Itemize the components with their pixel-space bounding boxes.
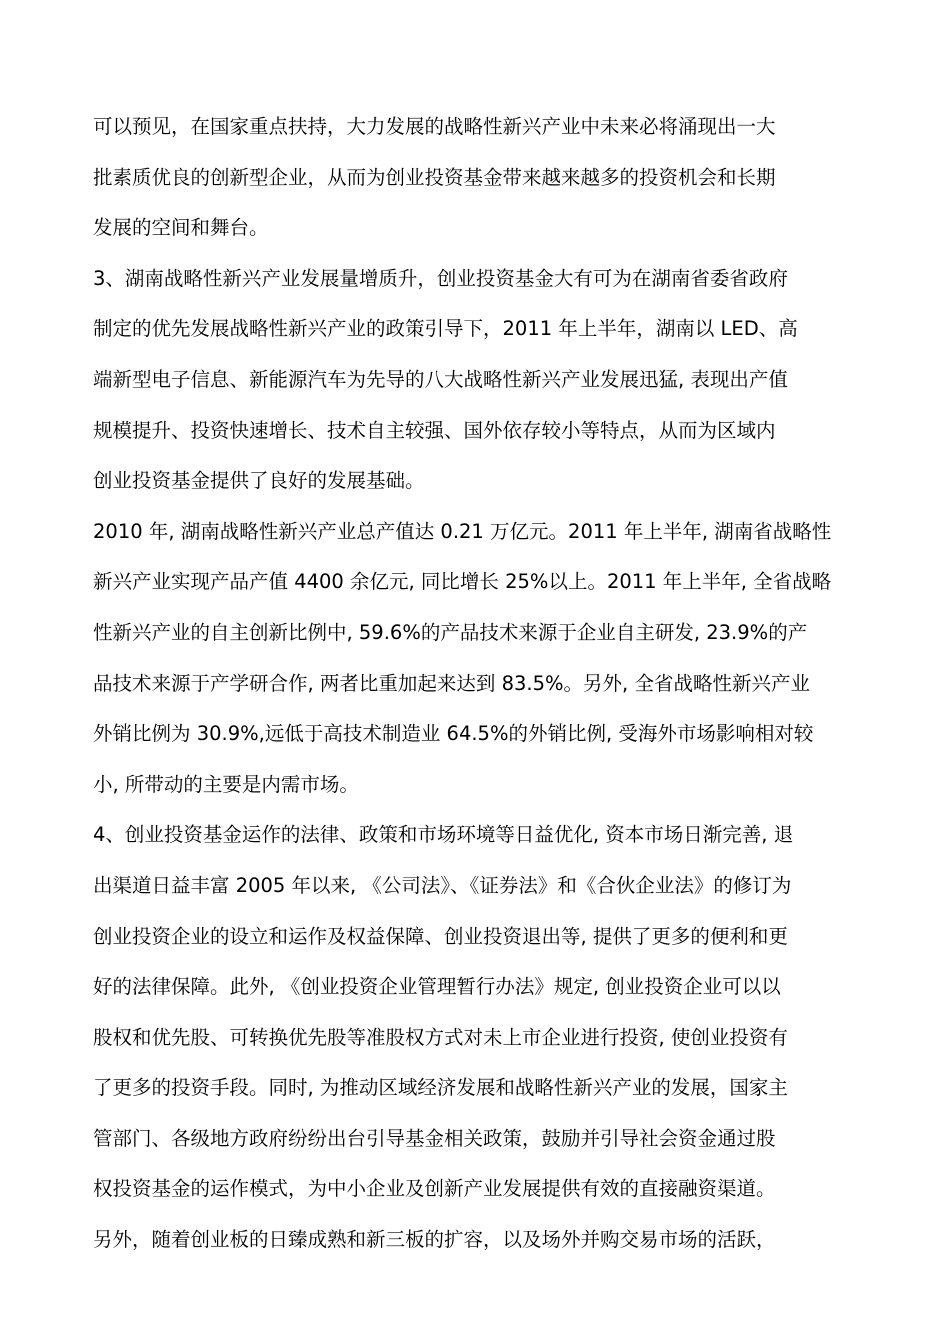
text-line: 批素质优良的创新型企业，从而为创业投资基金带来越来越多的投资机会和长期 xyxy=(93,165,776,189)
text-line: 外销比例为 30.9%,远低于高技术制造业 64.5%的外销比例, 受海外市场影响相对较 xyxy=(93,722,814,746)
text-line: 2010 年, 湖南战略性新兴产业总产值达 0.21 万亿元。2011 年上半年, 湖南省战略性 xyxy=(93,519,832,543)
document-body xyxy=(93,102,863,1266)
text-line: 端新型电子信息、新能源汽车为先导的八大战略性新兴产业发展迅猛, 表现出产值 xyxy=(93,367,788,391)
text-line: 4、创业投资基金运作的法律、政策和市场环境等日益优化, 资本市场日渐完善, 退 xyxy=(93,823,794,847)
text-line: 创业投资企业的设立和运作及权益保障、创业投资退出等, 提供了更多的便利和更 xyxy=(93,924,788,948)
text-line: 出渠道日益丰富 2005 年以来, 《公司法》、《证券法》和《合伙企业法》的修订为 xyxy=(93,873,792,897)
text-line: 创业投资基金提供了良好的发展基础。 xyxy=(93,469,425,493)
text-line: 了更多的投资手段。同时, 为推动区域经济发展和战略性新兴产业的发展，国家主 xyxy=(93,1076,788,1100)
text-line: 新兴产业实现产品产值 4400 余亿元, 同比增长 25%以上。2011 年上半年, 全省战略 xyxy=(93,570,832,594)
text-line: 品技术来源于产学研合作, 两者比重加起来达到 83.5%。另外, 全省战略性新兴产业 xyxy=(93,671,810,695)
text-line: 另外，随着创业板的日臻成熟和新三板的扩容，以及场外并购交易市场的活跃， xyxy=(93,1228,776,1252)
text-line: 权投资基金的运作模式，为中小企业及创新产业发展提供有效的直接融资渠道。 xyxy=(93,1177,776,1201)
text-line: 小, 所带动的主要是内需市场。 xyxy=(93,772,359,796)
text-line: 好的法律保障。此外, 《创业投资企业管理暂行办法》规定, 创业投资企业可以以 xyxy=(93,975,781,999)
text-line: 股权和优先股、可转换优先股等准股权方式对未上市企业进行投资, 使创业投资有 xyxy=(93,1025,788,1049)
text-line: 制定的优先发展战略性新兴产业的政策引导下，2011 年上半年，湖南以 LED、高 xyxy=(93,317,798,341)
text-line: 规模提升、投资快速增长、技术自主较强、国外依存较小等特点，从而为区域内 xyxy=(93,418,776,442)
text-line: 3、湖南战略性新兴产业发展量增质升，创业投资基金大有可为在湖南省委省政府 xyxy=(93,266,788,290)
text-line: 可以预见，在国家重点扶持，大力发展的战略性新兴产业中未来必将涌现出一大 xyxy=(93,115,776,138)
text-line: 性新兴产业的自主创新比例中, 59.6%的产品技术来源于企业自主研发, 23.9%的产 xyxy=(93,620,808,644)
text-line: 管部门、各级地方政府纷纷出台引导基金相关政策，鼓励并引导社会资金通过股 xyxy=(93,1126,776,1150)
text-line: 发展的空间和舞台。 xyxy=(93,216,269,240)
